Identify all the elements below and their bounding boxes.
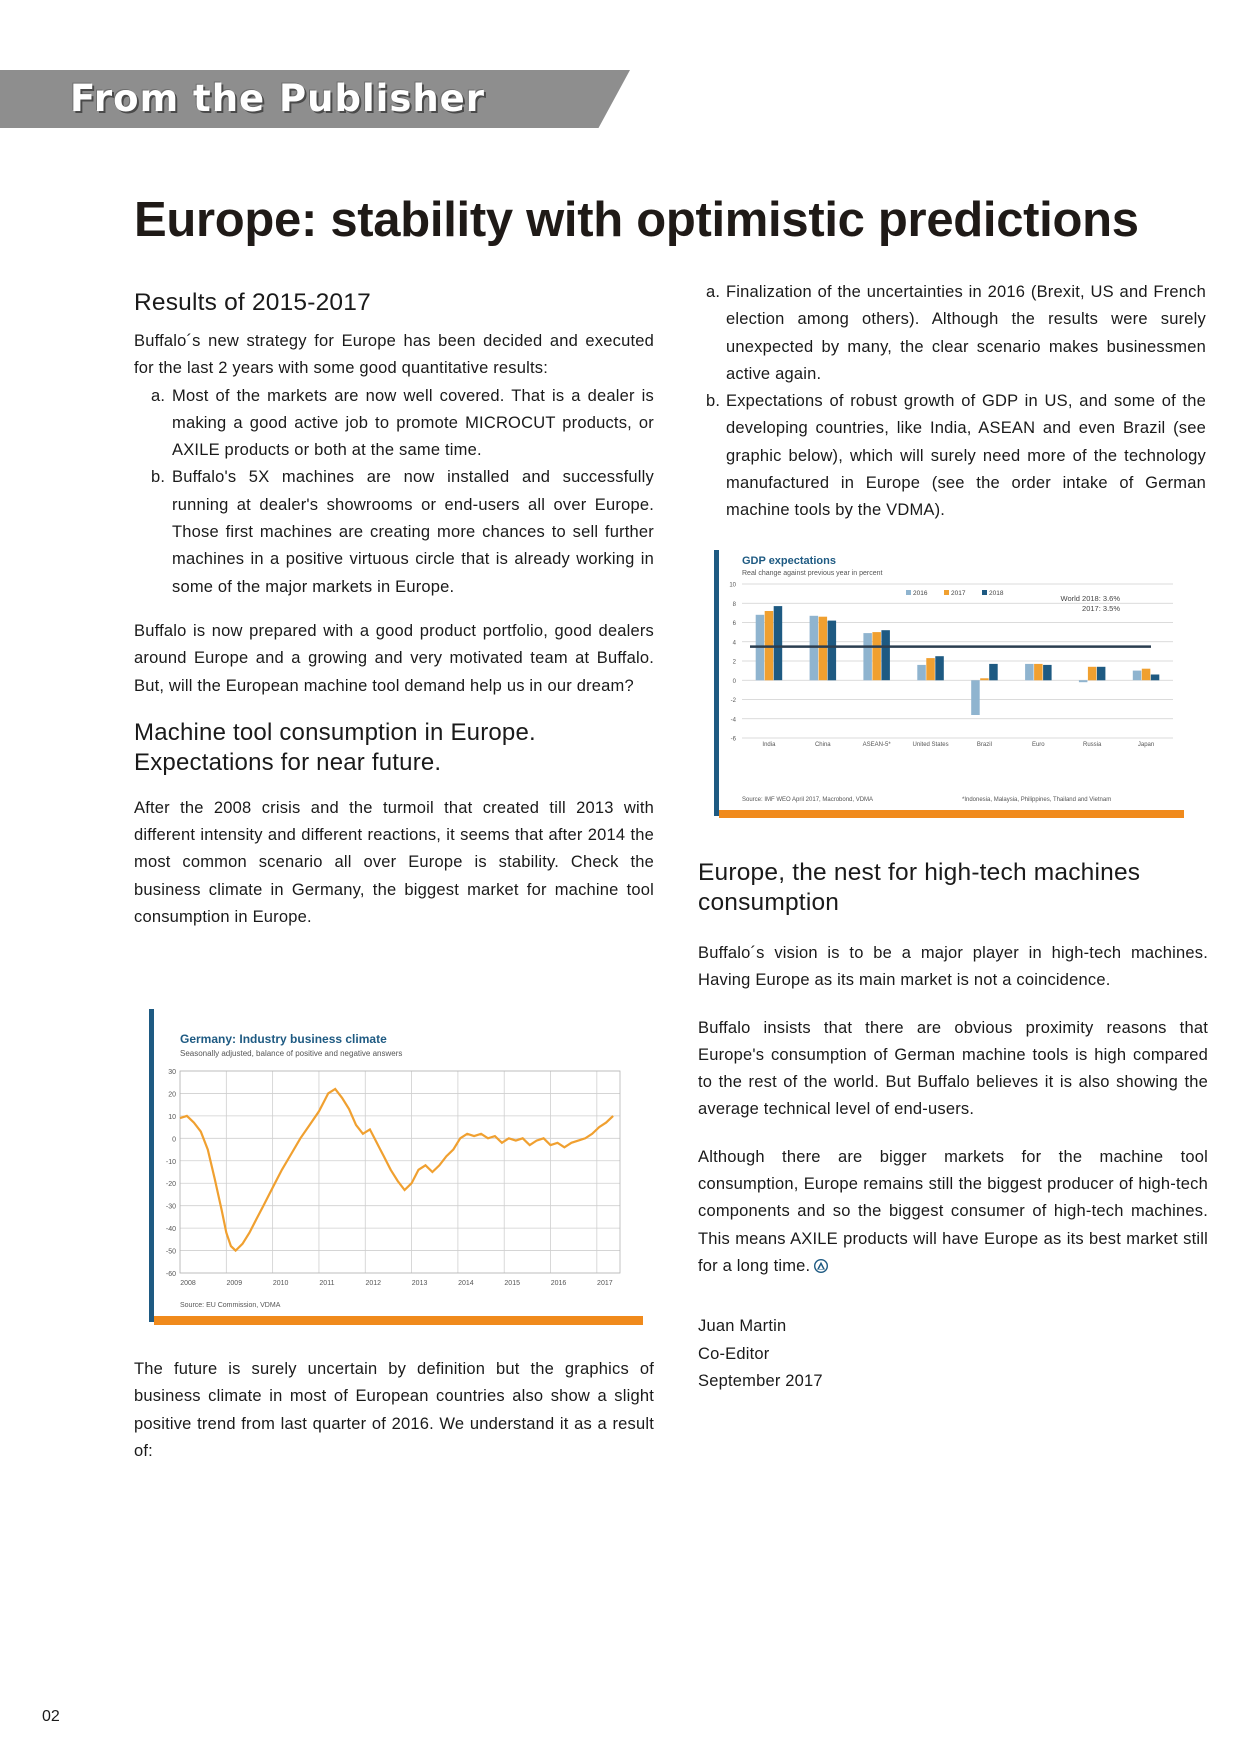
left-column-bottom [134, 1356, 654, 1465]
chart-title: Germany: Industry business climate [180, 1032, 387, 1046]
y-tick-label: 10 [729, 582, 736, 589]
bar [1142, 669, 1151, 681]
article-title: Europe: stability with optimistic predictions [134, 193, 1139, 247]
heading-nest-line2: consumption [698, 889, 840, 916]
list-item [134, 464, 654, 600]
bar [917, 665, 926, 680]
y-tick-label: 2 [732, 659, 736, 666]
x-tick-label: 2016 [550, 1280, 567, 1287]
y-tick-label: -60 [165, 1271, 176, 1278]
bar [1043, 665, 1052, 680]
bar [863, 633, 872, 680]
germany-business-climate-chart [135, 1003, 645, 1328]
paragraph-bigger-markets [698, 1144, 1208, 1280]
heading-nest [698, 858, 1208, 918]
bar [1097, 667, 1106, 681]
legend-swatch [944, 590, 949, 595]
y-tick-label: 10 [168, 1113, 176, 1121]
x-tick-label: China [814, 742, 831, 748]
y-tick-label: 8 [732, 601, 736, 608]
right-column [698, 279, 1206, 525]
y-tick-label: -30 [165, 1203, 176, 1211]
chart-series-line [180, 1089, 613, 1251]
list-item-label: a. [151, 386, 166, 405]
legend-label: 2016 [913, 590, 928, 597]
bar [1151, 675, 1160, 681]
list-item-text: Buffalo's 5X machines are now installed and successfully running at dealer's showrooms or end-users all over Europe. Those first machines are creating more chances to sell further machines in a positive virtuous circle that is already working in some of the major markets in Europe. [172, 468, 654, 596]
chart-bottom-bar [154, 1316, 643, 1325]
list-item-label: b. [151, 468, 166, 487]
section-banner-label: From the Publisher [70, 77, 486, 120]
heading-consumption-line2: Expectations for near future. [134, 748, 442, 776]
chart-source: Source: EU Commission, VDMA [180, 1302, 281, 1309]
list-item-text: Most of the markets are now well covered. That is a dealer is making a good active job to promote MICROCUT products, or AXILE products or both at the same time. [172, 386, 654, 460]
chart-frame-bar [714, 550, 719, 816]
paragraph-proximity: Buffalo insists that there are obvious proximity reasons that Europe's consumption of German machine tools is high compared to the rest of the world. But Buffalo believes it is also showing the average technical level of end-users. [698, 1018, 1208, 1119]
chart-annotation-line2: 2017: 3.5% [1082, 604, 1120, 613]
chart-grid [180, 1071, 620, 1273]
bar [935, 656, 944, 680]
list-item-text: Expectations of robust growth of GDP in US, and some of the developing countries, like India, ASEAN and even Brazil (see graphic below), which will surely need more of the technology manufactured in Europe (see the order intake of German machine tools by the VDMA). [726, 392, 1206, 520]
y-tick-label: 30 [168, 1069, 176, 1076]
bar [774, 606, 783, 680]
chart-footnote: *Indonesia, Malaysia, Philippines, Thailand and Vietnam [962, 797, 1112, 803]
signature-date: September 2017 [698, 1371, 823, 1390]
page-number: 02 [42, 1708, 60, 1725]
chart-y-ticks [166, 1069, 176, 1278]
bar [819, 617, 828, 681]
axile-logo-icon [814, 1259, 828, 1273]
list-item [134, 383, 654, 465]
signature-name: Juan Martin [698, 1317, 787, 1336]
chart-y-ticks [729, 583, 736, 743]
list-item-label: a. [706, 283, 721, 301]
chart-frame-bar [149, 1009, 154, 1322]
signature-role: Co-Editor [698, 1344, 770, 1363]
x-tick-label: 2011 [319, 1280, 335, 1287]
y-tick-label: -20 [165, 1181, 176, 1189]
chart-bottom-bar [719, 810, 1184, 818]
bar [1133, 671, 1142, 681]
bar [828, 621, 837, 681]
list-item-text: Finalization of the uncertainties in 2016 (Brexit, US and French election among others). Although the results were surely unexpected by many, the clear scenario makes businessmen active again. [726, 283, 1206, 383]
bar [1088, 667, 1097, 681]
bar [1034, 664, 1043, 680]
x-tick-label: 2010 [272, 1280, 289, 1287]
y-tick-label: -40 [165, 1226, 176, 1234]
x-tick-label: Russia [1083, 742, 1102, 748]
chart-legend [906, 590, 1004, 597]
chart-x-ticks [762, 742, 1154, 748]
bar [881, 630, 890, 680]
bar [926, 658, 935, 680]
legend-label: 2017 [951, 590, 966, 597]
x-tick-label: Brazil [976, 742, 992, 748]
bar [980, 678, 989, 680]
list-item [698, 279, 1206, 388]
plot-frame [180, 1071, 620, 1273]
left-column [134, 288, 654, 931]
reasons-list [698, 279, 1206, 525]
x-tick-label: Euro [1031, 742, 1045, 748]
x-tick-label: 2015 [504, 1280, 520, 1287]
y-tick-label: 0 [732, 678, 736, 685]
list-item [698, 388, 1206, 524]
right-column-lower [698, 858, 1208, 1395]
x-tick-label: ASEAN-5* [862, 742, 891, 748]
heading-results: Results of 2015-2017 [134, 289, 371, 316]
results-list [134, 383, 654, 601]
bar [1079, 680, 1088, 682]
y-tick-label: 6 [732, 621, 736, 627]
paragraph-portfolio: Buffalo is now prepared with a good product portfolio, good dealers around Europe and a growing and very motivated team at Buffalo. But, will the European machine tool demand help us in our dream? [134, 621, 654, 695]
paragraph-vision: Buffalo´s vision is to be a major player in high-tech machines. Having Europe as its main market is not a coincidence. [698, 944, 1208, 990]
bar [971, 680, 980, 715]
heading-nest-line1: Europe, the nest for high-tech machines [698, 859, 1141, 886]
legend-swatch [982, 590, 987, 595]
gdp-expectations-chart [706, 546, 1186, 821]
x-tick-label: 2009 [226, 1280, 243, 1287]
germany-chart-svg [135, 1003, 645, 1328]
y-tick-label: 4 [732, 640, 736, 647]
paragraph-future: The future is surely uncertain by definition but the graphics of business climate in most of European countries also show a slight positive trend from last quarter of 2016. We understand it as a result of: [134, 1360, 654, 1460]
chart-x-ticks [180, 1280, 613, 1287]
y-tick-label: -10 [165, 1158, 176, 1166]
chart-subtitle: Seasonally adjusted, balance of positive and negative answers [180, 1049, 403, 1058]
heading-consumption-line1: Machine tool consumption in Europe. [134, 718, 536, 746]
chart-title: GDP expectations [742, 555, 836, 567]
y-tick-label: -4 [730, 717, 736, 724]
x-tick-label: 2014 [458, 1280, 474, 1287]
x-tick-label: 2008 [180, 1280, 196, 1287]
y-tick-label: -2 [730, 698, 736, 704]
x-tick-label: 2013 [411, 1280, 428, 1287]
paragraph-bigger-markets-text: Although there are bigger markets for the machine tool consumption, Europe remains still the biggest producer of high-tech components and so the biggest consumer of high-tech machines. This means AXILE products will have Europe as its best market still for a long time. [698, 1147, 1208, 1275]
chart-subtitle: Real change against previous year in percent [742, 570, 883, 577]
gdp-chart-svg [706, 546, 1186, 821]
chart-annotation-line1: World 2018: 3.6% [1060, 594, 1120, 603]
heading-consumption [134, 718, 654, 778]
x-tick-label: United States [912, 742, 949, 748]
x-tick-label: India [762, 742, 776, 748]
y-tick-label: 0 [172, 1136, 176, 1144]
signature [698, 1313, 1208, 1395]
paragraph-crisis: After the 2008 crisis and the turmoil that created till 2013 with different intensity and different reactions, it seems that after 2014 the most common scenario all over Europe is stability. Check the business climate in Germany, the biggest market for machine tool consumption in Europe. [134, 798, 654, 927]
chart-source: Source: IMF WEO April 2017, Macrobond, VDMA [742, 797, 874, 803]
y-tick-label: -6 [730, 736, 736, 743]
bar [989, 664, 998, 680]
y-tick-label: 20 [168, 1091, 176, 1099]
list-item-label: b. [706, 392, 721, 411]
bar [810, 616, 819, 681]
legend-swatch [906, 590, 911, 595]
x-tick-label: 2012 [365, 1280, 382, 1287]
x-tick-label: 2017 [597, 1280, 613, 1287]
paragraph-intro: Buffalo´s new strategy for Europe has been decided and executed for the last 2 years with some good quantitative results: [134, 332, 654, 378]
bar [872, 632, 881, 680]
y-tick-label: -50 [165, 1248, 176, 1256]
bar [1025, 664, 1034, 680]
legend-label: 2018 [989, 590, 1004, 597]
x-tick-label: Japan [1137, 742, 1155, 748]
